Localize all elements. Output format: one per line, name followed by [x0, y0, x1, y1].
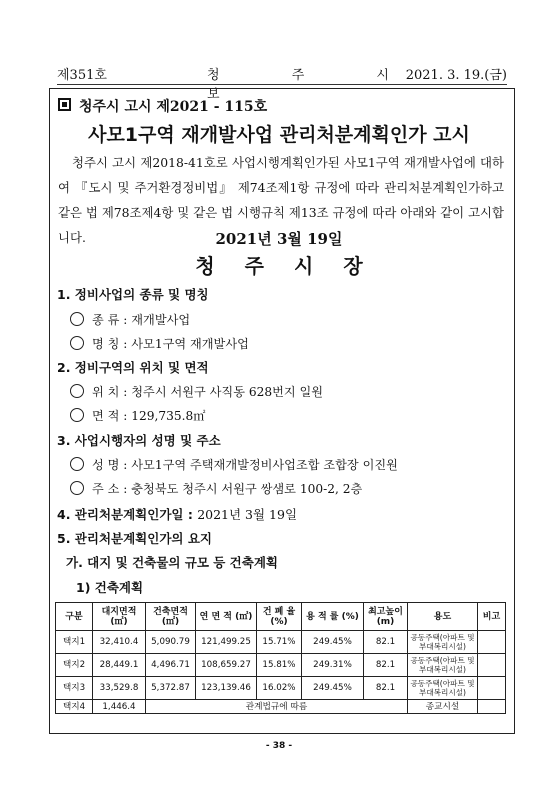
- section-5-subsubtitle: 1) 건축계획: [76, 580, 144, 595]
- table-cell: 15.71%: [257, 631, 302, 654]
- table-row: [56, 654, 506, 677]
- table-cell: 123,139.46: [196, 677, 257, 700]
- circle-bullet-icon: [70, 457, 84, 471]
- square-bullet-icon: [58, 98, 71, 111]
- table-cell: 종교시설: [408, 700, 478, 714]
- item-text: 명 칭 : 사모1구역 재개발사업: [92, 337, 249, 351]
- notice-number: [58, 96, 267, 116]
- table-cell: 택지3: [56, 677, 93, 700]
- table-cell: 택지4: [56, 700, 93, 714]
- table-cell: [478, 700, 506, 714]
- table-cell: 4,496.71: [146, 654, 196, 677]
- section-3-title: 3. 사업시행자의 성명 및 주소: [57, 433, 221, 448]
- table-cell: 108,659.27: [196, 654, 257, 677]
- table-cell: 249.31%: [302, 654, 364, 677]
- section-1-title: 1. 정비사업의 종류 및 명칭: [57, 287, 209, 302]
- table-cell: 1,446.4: [93, 700, 146, 714]
- table-cell: 택지2: [56, 654, 93, 677]
- item-text: 성 명 : 사모1구역 주택재개발정비사업조합 조합장 이진원: [92, 458, 398, 472]
- circle-bullet-icon: [70, 312, 84, 326]
- issue-number: 제351호: [57, 68, 107, 83]
- table-cell: 82.1: [364, 677, 408, 700]
- publication-name: 청 주 시 보: [207, 68, 423, 102]
- section-2-title: 2. 정비구역의 위치 및 면적: [57, 360, 209, 375]
- notice-date: 2021년 3월 19일: [215, 230, 343, 248]
- table-cell: 249.45%: [302, 677, 364, 700]
- notice-paragraph: 청주시 고시 제2018-41호로 사업시행계획인가된 사모1구역 재개발사업에 대하여 『도시 및 주거환경정비법』 제74조제1항 규정에 따라 관리처분계획인가하고 같은 법 제78조제4항 및 같은 법 시행규칙 제13조 규정에 따라 아래와 같이 고시합니다.: [58, 155, 504, 245]
- header-cell: 비고: [478, 603, 506, 631]
- section-3-item-1: [70, 455, 398, 473]
- header-cell: 용도: [408, 603, 478, 631]
- section-1-item-2: [70, 334, 249, 352]
- building-plan-table: [55, 602, 506, 714]
- circle-bullet-icon: [70, 481, 84, 495]
- table-cell: 32,410.4: [93, 631, 146, 654]
- header-cell: 용 적 률 (%): [302, 603, 364, 631]
- table-cell: 82.1: [364, 654, 408, 677]
- section-1-item-1: [70, 310, 190, 328]
- table-row: [56, 700, 506, 714]
- section-2-item-2: [70, 406, 206, 424]
- header-rule: [57, 84, 507, 85]
- header-date: 2021. 3. 19.(금): [405, 68, 507, 83]
- section-3-item-2: [70, 479, 362, 497]
- item-text: 주 소 : 충청북도 청주시 서원구 쌍샘로 100-2, 2층: [92, 482, 363, 496]
- issuer: 청주시장: [195, 254, 393, 278]
- table-cell: 관계법규에 따름: [146, 700, 408, 714]
- table-cell: 택지1: [56, 631, 93, 654]
- page-number: - 38 -: [265, 741, 293, 751]
- table-cell: 5,090.79: [146, 631, 196, 654]
- table-cell: 5,372.87: [146, 677, 196, 700]
- item-text: 면 적 : 129,735.8㎡: [92, 409, 206, 423]
- header-cell: 건 폐 율 (%): [257, 603, 302, 631]
- circle-bullet-icon: [70, 336, 84, 350]
- section-4-title: 4. 관리처분계획인가일 :: [57, 507, 193, 522]
- table-row: [56, 631, 506, 654]
- table-cell: 공동주택(아파트 및 부대복리시설): [408, 631, 478, 654]
- table-cell: 공동주택(아파트 및 부대복리시설): [408, 677, 478, 700]
- table-header-row: [56, 603, 506, 631]
- notice-title: 사모1구역 재개발사업 관리처분계획인가 고시: [88, 124, 470, 146]
- item-text: 위 치 : 청주시 서원구 사직동 628번지 일원: [92, 385, 324, 399]
- circle-bullet-icon: [70, 408, 84, 422]
- table-cell: [478, 654, 506, 677]
- table-cell: 121,499.25: [196, 631, 257, 654]
- circle-bullet-icon: [70, 384, 84, 398]
- section-4-value: 2021년 3월 19일: [197, 507, 298, 522]
- table-cell: 15.81%: [257, 654, 302, 677]
- header-cell: 대지면적 (㎡): [93, 603, 146, 631]
- table-cell: 33,529.8: [93, 677, 146, 700]
- header-cell: 구분: [56, 603, 93, 631]
- section-5-subtitle: 가. 대지 및 건축물의 규모 등 건축계획: [66, 555, 278, 570]
- header-cell: 최고높이 (m): [364, 603, 408, 631]
- table-cell: [478, 677, 506, 700]
- table-cell: 16.02%: [257, 677, 302, 700]
- item-text: 종 류 : 재개발사업: [92, 313, 191, 327]
- section-5-title: 5. 관리처분계획인가의 요지: [57, 531, 212, 546]
- header-cell: 건축면적 (㎡): [146, 603, 196, 631]
- notice-number-text: 청주시 고시 제2021 - 115호: [79, 99, 268, 115]
- section-2-item-1: [70, 382, 323, 400]
- table-cell: 249.45%: [302, 631, 364, 654]
- header-cell: 연 면 적 (㎡): [196, 603, 257, 631]
- table-cell: [478, 631, 506, 654]
- table-cell: 공동주택(아파트 및 부대복리시설): [408, 654, 478, 677]
- page-header: [57, 60, 507, 102]
- table-cell: 82.1: [364, 631, 408, 654]
- table-cell: 28,449.1: [93, 654, 146, 677]
- section-4: [57, 505, 297, 523]
- table-row: [56, 677, 506, 700]
